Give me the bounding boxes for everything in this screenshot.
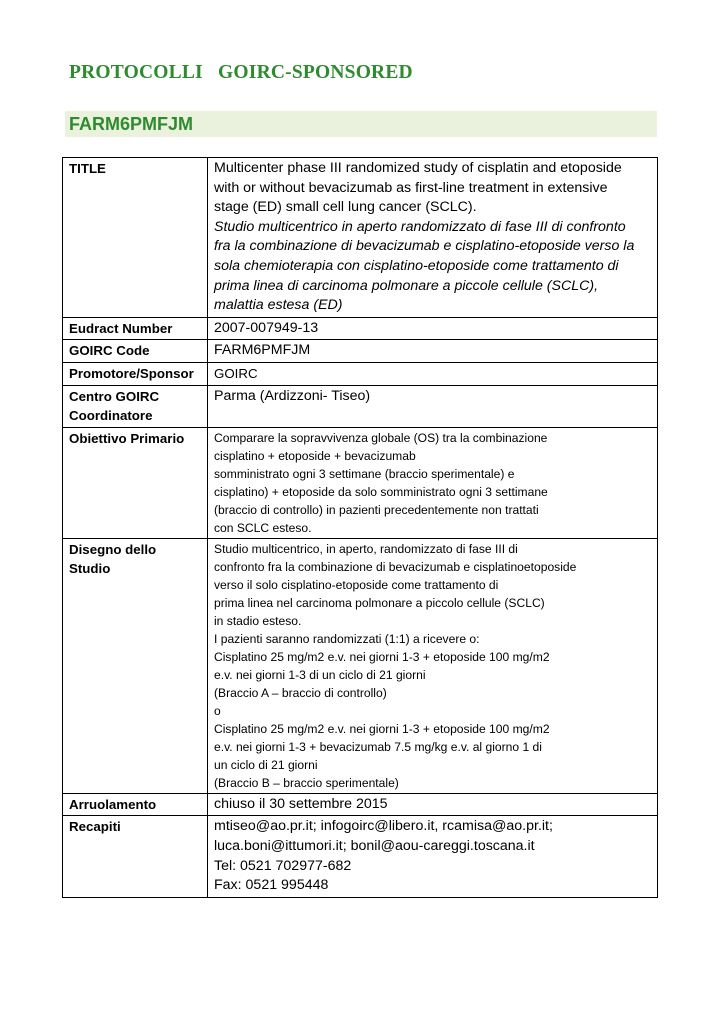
- title-english-line: Multicenter phase III randomized study of cisplatin and etoposide: [214, 160, 622, 176]
- row-label: Promotore/Sponsor: [63, 362, 208, 385]
- row-value: [208, 158, 658, 318]
- row-label: Recapiti: [63, 816, 208, 897]
- table-row-recapiti: [63, 816, 658, 897]
- page-title: PROTOCOLLI GOIRC-SPONSORED: [69, 62, 413, 83]
- obiettivo-line: cisplatino + etoposide + bevacizumab: [214, 448, 416, 463]
- row-label: Eudract Number: [63, 317, 208, 340]
- row-value: GOIRC: [208, 362, 658, 385]
- table-row-disegno: [63, 538, 658, 793]
- title-italian-line: Studio multicentrico in aperto randomizzato di fase III di confronto: [214, 218, 626, 235]
- row-label: Obiettivo Primario: [63, 427, 208, 538]
- contact-emails-line: mtiseo@ao.pr.it; infogoirc@libero.it, rcamisa@ao.pr.it;: [214, 818, 553, 835]
- row-label: [63, 385, 208, 427]
- obiettivo-line: cisplatino) + etoposide da solo somministrato ogni 3 settimane: [214, 484, 548, 499]
- disegno-line: in stadio esteso.: [214, 613, 302, 628]
- protocol-code-banner: [65, 111, 657, 137]
- row-label-line: Coordinatore: [69, 408, 153, 424]
- row-label-line: Disegno dello: [69, 541, 157, 557]
- table-row-goirc-code: [63, 340, 658, 363]
- table-row-arruolamento: [63, 793, 658, 816]
- disegno-line: un ciclo di 21 giorni: [214, 757, 318, 772]
- disegno-line: Cisplatino 25 mg/m2 e.v. nei giorni 1-3 + etoposide 100 mg/m2: [214, 721, 550, 736]
- row-value: [208, 538, 658, 793]
- title-italian-line: prima linea di carcinoma polmonare a piccole cellule (SCLC),: [214, 277, 599, 294]
- title-italian-line: malattia estesa (ED): [214, 297, 343, 314]
- title-english-line: stage (ED) small cell lung cancer (SCLC).: [214, 199, 477, 216]
- disegno-line: Studio multicentrico, in aperto, randomizzato di fase III di: [214, 541, 518, 556]
- disegno-line: (Braccio B – braccio sperimentale): [214, 775, 399, 790]
- protocol-code: FARM6PMFJM: [69, 114, 194, 134]
- title-english-line: with or without bevacizumab as first-line treatment in extensive: [214, 179, 608, 196]
- disegno-line: (Braccio A – braccio di controllo): [214, 685, 387, 700]
- row-label: GOIRC Code: [63, 340, 208, 363]
- table-row-centro: [63, 385, 658, 427]
- contact-emails-line: luca.boni@ittumori.it; bonil@aou-careggi.toscana.it: [214, 837, 535, 854]
- title-italian-line: sola chemioterapia con cisplatino-etoposide come trattamento di: [214, 257, 619, 274]
- table-row-obiettivo: [63, 427, 658, 538]
- contact-phone: Tel: 0521 702977-682: [214, 857, 352, 874]
- disegno-line: e.v. nei giorni 1-3 di un ciclo di 21 giorni: [214, 667, 426, 682]
- row-label: TITLE: [63, 158, 208, 318]
- row-label: [63, 538, 208, 793]
- row-value: FARM6PMFJM: [208, 340, 658, 363]
- row-label-line: Studio: [69, 561, 111, 577]
- row-value: chiuso il 30 settembre 2015: [208, 793, 658, 816]
- row-label-line: Centro GOIRC: [69, 388, 160, 404]
- disegno-line: o: [214, 703, 221, 718]
- table-row-sponsor: [63, 362, 658, 385]
- disegno-line: confronto fra la combinazione di bevacizumab e cisplatinoetoposide: [214, 559, 577, 574]
- row-value: Parma (Ardizzoni- Tiseo): [208, 385, 658, 427]
- disegno-line: I pazienti saranno randomizzati (1:1) a ricevere o:: [214, 631, 480, 646]
- row-value: 2007-007949-13: [208, 317, 658, 340]
- row-label: Arruolamento: [63, 793, 208, 816]
- table-row-eudract: [63, 317, 658, 340]
- disegno-line: prima linea nel carcinoma polmonare a piccolo cellule (SCLC): [214, 595, 545, 610]
- row-value: [208, 816, 658, 897]
- contact-fax: Fax: 0521 995448: [214, 877, 329, 894]
- protocol-table: [62, 157, 658, 898]
- row-value: [208, 427, 658, 538]
- obiettivo-line: (braccio di controllo) in pazienti precedentemente non trattati: [214, 502, 539, 517]
- obiettivo-line: Comparare la sopravvivenza globale (OS) tra la combinazione: [214, 430, 548, 445]
- obiettivo-line: con SCLC esteso.: [214, 520, 312, 535]
- disegno-line: verso il solo cisplatino-etoposide come trattamento di: [214, 577, 499, 592]
- disegno-line: Cisplatino 25 mg/m2 e.v. nei giorni 1-3 + etoposide 100 mg/m2: [214, 649, 550, 664]
- title-italian-line: fra la combinazione di bevacizumab e cisplatino-etoposide verso la: [214, 238, 635, 255]
- obiettivo-line: somministrato ogni 3 settimane (braccio sperimentale) e: [214, 466, 515, 481]
- disegno-line: e.v. nei giorni 1-3 + bevacizumab 7.5 mg/kg e.v. al giorno 1 di: [214, 739, 542, 754]
- table-row-title: [63, 158, 658, 318]
